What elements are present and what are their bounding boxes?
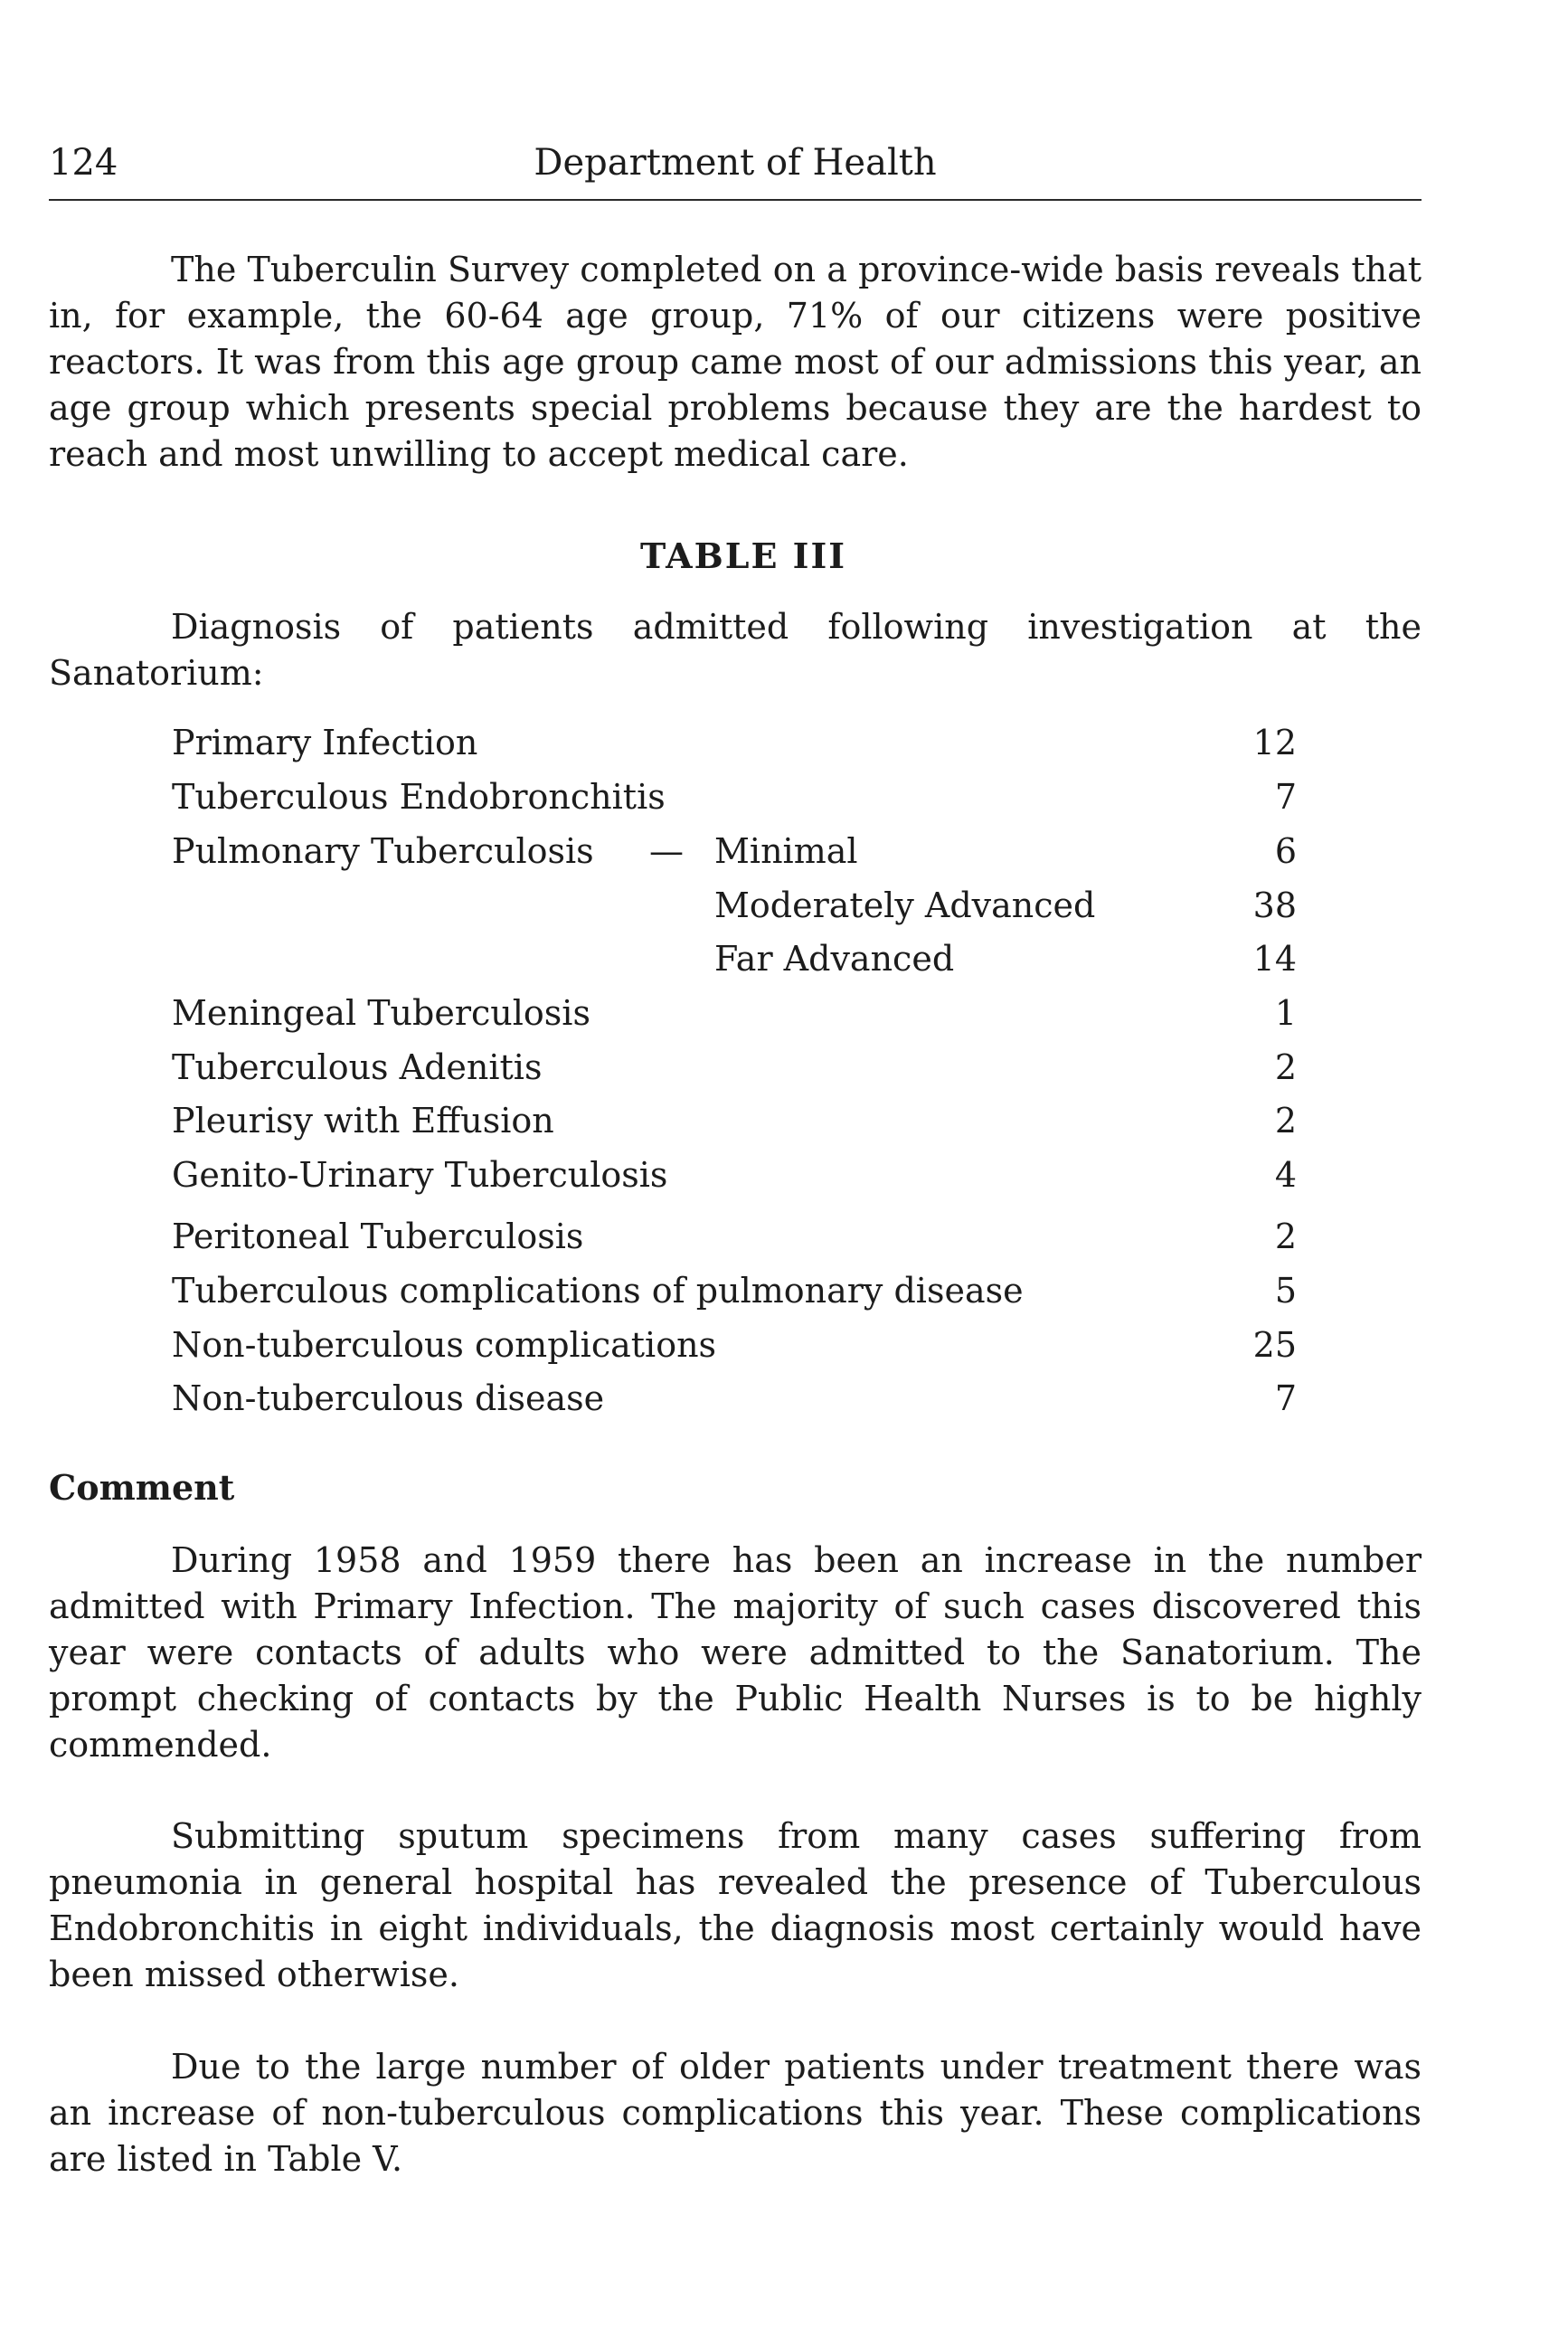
table-row: [0, 1214, 1568, 1259]
comment-heading: Comment: [49, 1467, 235, 1508]
diagnosis-label: Tuberculous Endobronchitis: [172, 777, 666, 817]
diagnosis-label: Primary Infection: [172, 723, 478, 762]
diagnosis-label: Peritoneal Tuberculosis: [172, 1217, 584, 1256]
comment-paragraph: [49, 2044, 1422, 2182]
diagnosis-sublabel: Minimal: [714, 831, 858, 871]
em-dash: —: [649, 831, 684, 871]
table-row: [0, 883, 1568, 928]
table-caption-text: Diagnosis of patients admitted following investigation at the Sanatorium:: [49, 607, 1422, 693]
comment-paragraph-text: During 1958 and 1959 there has been an increase in the number admitted with Primary Infection. The majority of such cases discovered this year were contacts of adults who were admitted to the Sanatorium. The prompt checking of contacts by the Public Health Nurses is to be highly commended.: [49, 1540, 1422, 1765]
table-row: [0, 1322, 1568, 1368]
diagnosis-count: 2: [1274, 1101, 1297, 1141]
diagnosis-sublabel: Moderately Advanced: [714, 885, 1096, 925]
table-title: TABLE III: [639, 535, 847, 576]
page-number: 124: [49, 142, 118, 184]
table-row: [0, 1268, 1568, 1313]
diagnosis-count: 38: [1252, 885, 1297, 925]
diagnosis-label: Pulmonary Tuberculosis: [172, 831, 594, 871]
comment-paragraph: [49, 1813, 1422, 1998]
diagnosis-count: 14: [1252, 939, 1297, 979]
diagnosis-count: 6: [1274, 831, 1297, 871]
intro-paragraph-text: The Tuberculin Survey completed on a province-wide basis reveals that in, for example, the 60-64 age group, 71% of our citizens were positive reactors. It was from this age group came most of our admissions this year, an age group which presents special problems because they are the hardest to reach and most unwilling to accept medical care.: [49, 250, 1422, 474]
diagnosis-count: 7: [1274, 1378, 1297, 1418]
table-row: [0, 1152, 1568, 1198]
comment-paragraph: [49, 1538, 1422, 1768]
diagnosis-label: Genito-Urinary Tuberculosis: [172, 1155, 668, 1195]
diagnosis-count: 25: [1252, 1325, 1297, 1365]
diagnosis-label: Pleurisy with Effusion: [172, 1101, 554, 1141]
intro-paragraph: [49, 247, 1422, 478]
diagnosis-count: 7: [1274, 777, 1297, 817]
diagnosis-label: Tuberculous complications of pulmonary disease: [172, 1271, 1024, 1311]
diagnosis-count: 2: [1274, 1047, 1297, 1087]
table-row: [0, 828, 1568, 874]
header-title: Department of Health: [534, 142, 937, 184]
diagnosis-count: 4: [1274, 1155, 1297, 1195]
table-row: [0, 774, 1568, 819]
diagnosis-label: Meningeal Tuberculosis: [172, 993, 590, 1033]
diagnosis-count: 5: [1274, 1271, 1297, 1311]
diagnosis-label: Tuberculous Adenitis: [172, 1047, 543, 1087]
header-rule: [49, 199, 1422, 201]
running-header: [49, 136, 1422, 190]
table-row: [0, 720, 1568, 765]
table-row: [0, 990, 1568, 1036]
diagnosis-sublabel: Far Advanced: [714, 939, 955, 979]
diagnosis-count: 12: [1252, 723, 1297, 762]
diagnosis-count: 2: [1274, 1217, 1297, 1256]
comment-paragraph-text: Due to the large number of older patients under treatment there was an increase of non-tuberculous complications this year. These complications are listed in Table V.: [49, 2047, 1422, 2179]
table-row: [0, 936, 1568, 981]
diagnosis-count: 1: [1274, 993, 1297, 1033]
comment-paragraph-text: Submitting sputum specimens from many cases suffering from pneumonia in general hospital has revealed the presence of Tuberculous Endobronchitis in eight individuals, the diagnosis most certainly would have been missed otherwise.: [49, 1816, 1422, 1994]
table-caption: [49, 604, 1422, 696]
table-row: [0, 1045, 1568, 1090]
table-row: [0, 1098, 1568, 1143]
diagnosis-label: Non-tuberculous complications: [172, 1325, 717, 1365]
table-row: [0, 1376, 1568, 1421]
diagnosis-label: Non-tuberculous disease: [172, 1378, 605, 1418]
